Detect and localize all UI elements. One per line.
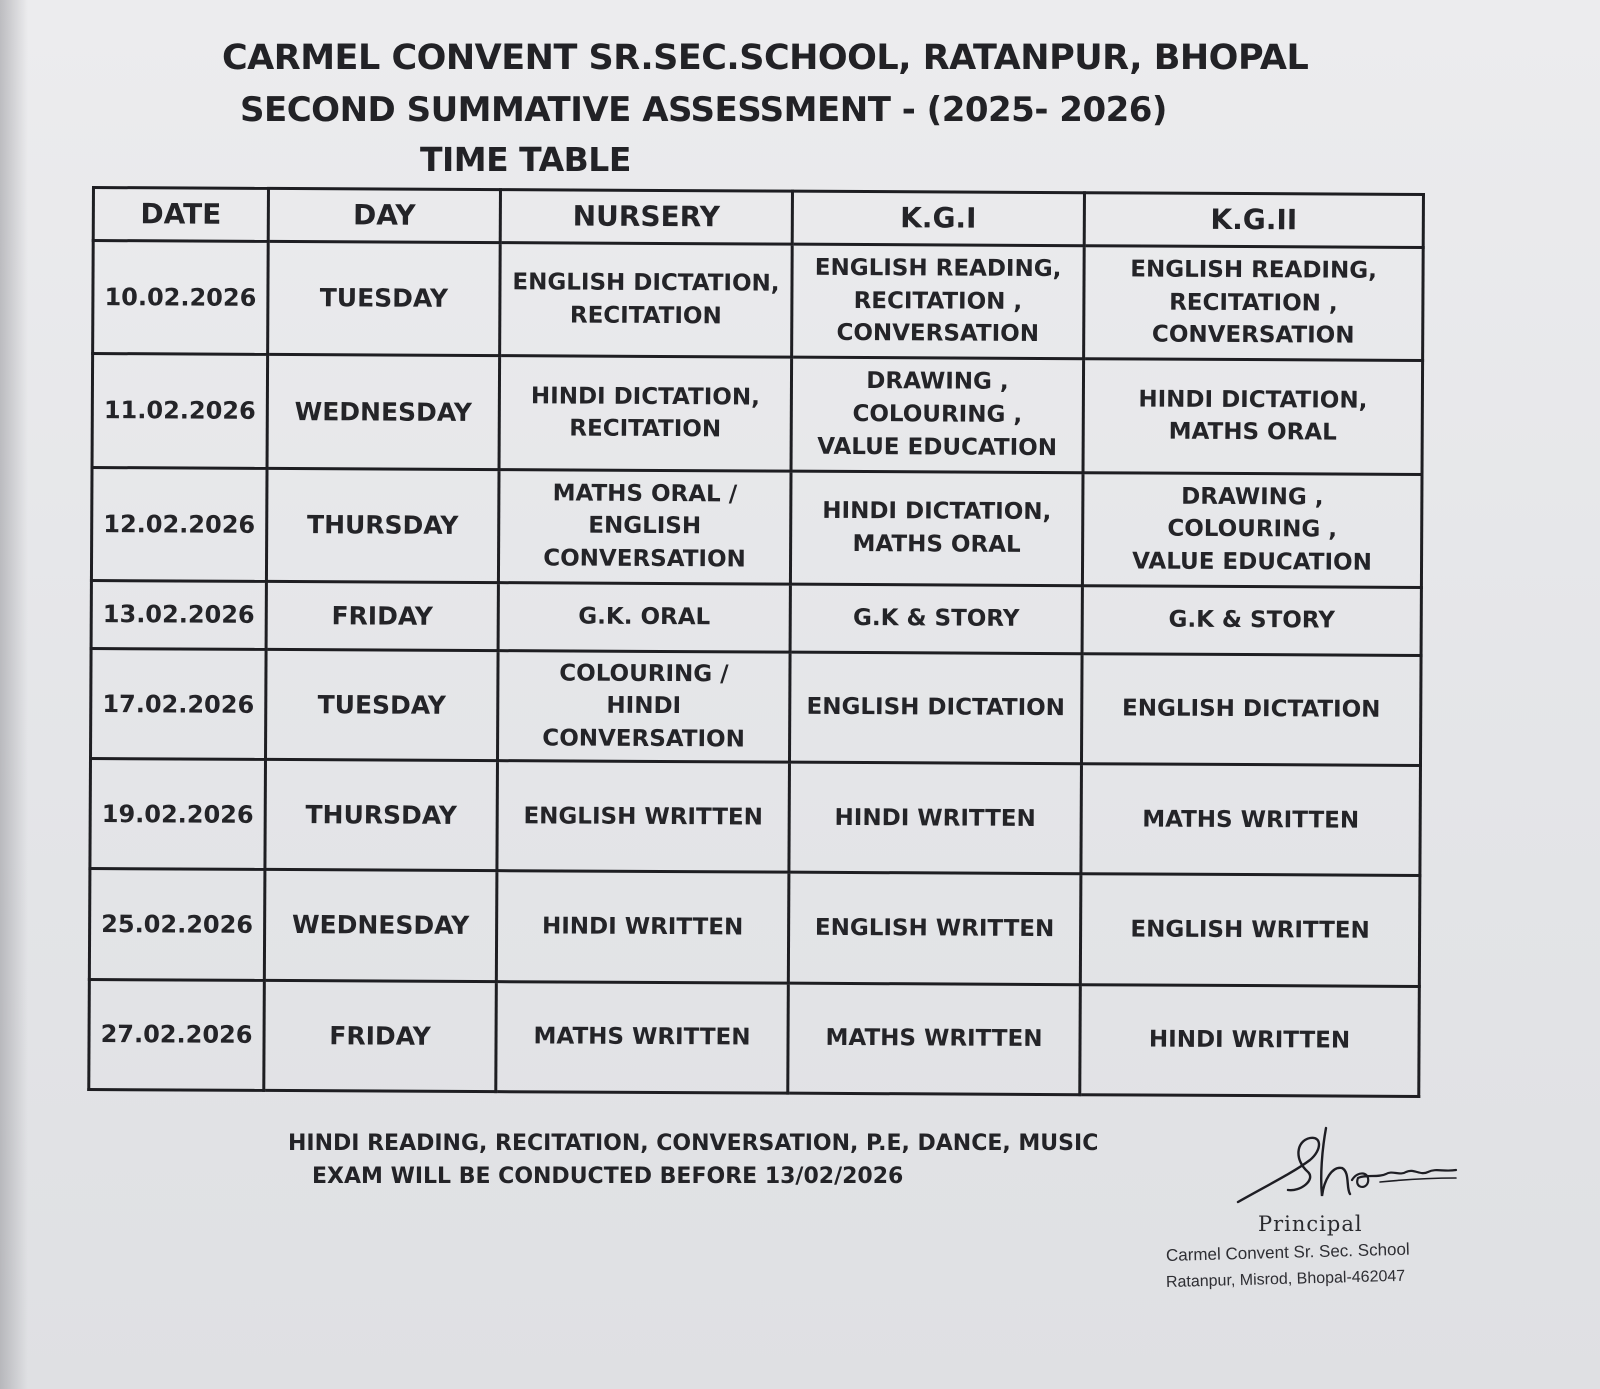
kg2-cell (1081, 654, 1421, 766)
cell-line: HINDI (606, 692, 682, 720)
day-cell: THURSDAY (266, 468, 499, 582)
cell-line: HINDI WRITTEN (1148, 1026, 1351, 1054)
cell-line: ENGLISH DICTATION (806, 693, 1066, 722)
cell-line: MATHS ORAL (1168, 419, 1337, 446)
table-row (90, 759, 1421, 876)
nursery-cell (497, 761, 790, 873)
kg2-cell (1081, 764, 1421, 876)
cell-line: ENGLISH READING, (814, 254, 1062, 283)
stamp-school-line: Carmel Convent Sr. Sec. School (1165, 1239, 1410, 1265)
nursery-cell (497, 651, 790, 763)
cell-line: DRAWING , (866, 368, 1009, 396)
header-row (93, 188, 1423, 248)
cell-line: RECITATION (569, 302, 722, 330)
cell-line: HINDI DICTATION, (530, 383, 760, 411)
school-name: CARMEL CONVENT SR.SEC.SCHOOL, RATANPUR, BHOPAL (222, 38, 1309, 78)
cell-line: RECITATION , (853, 287, 1023, 315)
assessment-title: SECOND SUMMATIVE ASSESSMENT - (2025- 2026) (240, 90, 1167, 130)
day-cell: THURSDAY (265, 760, 498, 871)
cell-line: HINDI DICTATION, (822, 497, 1052, 526)
day-cell: TUESDAY (265, 649, 498, 760)
page-edge-shadow (0, 0, 28, 1389)
cell-line: VALUE EDUCATION (1132, 548, 1372, 576)
date-cell: 13.02.2026 (91, 580, 266, 649)
kg1-cell (792, 244, 1085, 359)
cell-line: HINDI WRITTEN (834, 804, 1036, 832)
table-row (91, 580, 1421, 655)
cell-line: MATHS ORAL / (552, 480, 738, 508)
cell-line: CONVERSATION (836, 320, 1040, 348)
cell-line: G.K & STORY (1168, 606, 1336, 634)
table-row (89, 979, 1420, 1096)
cell-line: ENGLISH WRITTEN (523, 802, 763, 831)
notice-line-1: HINDI READING, RECITATION, CONVERSATION, P.E, DANCE, MUSIC (288, 1131, 1099, 1156)
col-header-kg1: K.G.I (792, 191, 1084, 246)
table-row (92, 354, 1423, 474)
principal-title: Principal (1258, 1212, 1363, 1236)
cell-line: MATHS WRITTEN (1142, 806, 1360, 834)
kg1-cell (790, 584, 1082, 654)
date-cell: 17.02.2026 (91, 648, 267, 759)
cell-line: ENGLISH WRITTEN (1130, 916, 1370, 944)
nursery-cell (498, 469, 791, 584)
nursery-cell (500, 243, 793, 358)
nursery-cell (496, 871, 789, 983)
day-cell: WEDNESDAY (264, 870, 497, 981)
cell-line: HINDI WRITTEN (541, 913, 744, 941)
kg1-cell (790, 471, 1083, 586)
cell-line: RECITATION , (1169, 289, 1338, 317)
stamp-address-line: Ratanpur, Misrod, Bhopal-462047 (1165, 1267, 1406, 1291)
cell-line: ENGLISH (588, 512, 702, 540)
cell-line: ENGLISH DICTATION, (512, 269, 780, 298)
cell-line: CONVERSATION (542, 725, 745, 753)
cell-line: MATHS WRITTEN (533, 1023, 751, 1051)
notice-line-2: EXAM WILL BE CONDUCTED BEFORE 13/02/2026 (312, 1164, 904, 1189)
cell-line: COLOURING / (559, 660, 729, 687)
cell-line: MATHS WRITTEN (825, 1024, 1043, 1053)
cell-line: DRAWING , (1181, 483, 1324, 511)
cell-line: G.K & STORY (852, 605, 1020, 632)
date-cell: 19.02.2026 (90, 759, 266, 870)
nursery-cell (498, 582, 790, 652)
date-cell: 10.02.2026 (93, 241, 269, 355)
kg2-cell (1084, 246, 1424, 361)
cell-line: ENGLISH DICTATION (1122, 695, 1381, 724)
cell-line: CONVERSATION (1151, 322, 1355, 350)
table-row (91, 467, 1422, 587)
kg1-cell (789, 762, 1082, 874)
signature-image (1230, 1120, 1460, 1215)
date-cell: 25.02.2026 (89, 869, 265, 980)
cell-line: RECITATION (569, 415, 722, 443)
kg2-cell (1080, 984, 1420, 1096)
nursery-cell (496, 981, 789, 1093)
timetable (87, 186, 1425, 1098)
table-row (89, 869, 1420, 986)
exam-notice (288, 1131, 1098, 1189)
day-cell: TUESDAY (268, 241, 501, 355)
cell-line: ENGLISH WRITTEN (814, 914, 1055, 942)
cell-line: G.K. ORAL (578, 603, 711, 631)
date-cell: 11.02.2026 (92, 354, 268, 468)
cell-line: VALUE EDUCATION (817, 433, 1058, 461)
kg2-cell (1080, 874, 1420, 986)
table-row (91, 648, 1422, 765)
date-cell: 27.02.2026 (89, 979, 265, 1090)
cell-line: CONVERSATION (543, 545, 746, 573)
day-cell: FRIDAY (266, 581, 498, 650)
kg2-cell (1082, 585, 1421, 655)
timetable-wrapper (87, 186, 1422, 1098)
kg1-cell (791, 357, 1084, 472)
principal-signature-block (1160, 1120, 1460, 1300)
nursery-cell (499, 356, 792, 471)
col-header-kg2: K.G.II (1084, 193, 1423, 248)
kg2-cell (1082, 472, 1422, 587)
kg1-cell (788, 873, 1081, 985)
day-cell: FRIDAY (264, 980, 497, 1092)
cell-line: MATHS ORAL (852, 530, 1021, 558)
date-cell: 12.02.2026 (91, 467, 267, 581)
table-row (93, 241, 1424, 361)
col-header-date: DATE (93, 188, 268, 242)
time-table-title: TIME TABLE (420, 140, 631, 179)
kg1-cell (788, 983, 1081, 1095)
kg2-cell (1083, 359, 1423, 474)
kg1-cell (789, 652, 1082, 764)
cell-line: HINDI DICTATION, (1138, 386, 1368, 414)
cell-line: COLOURING , (1167, 515, 1338, 543)
col-header-day: DAY (268, 188, 500, 242)
cell-line: ENGLISH READING, (1130, 256, 1377, 284)
day-cell: WEDNESDAY (267, 355, 500, 469)
col-header-nursery: NURSERY (500, 190, 792, 245)
cell-line: COLOURING , (852, 401, 1023, 428)
